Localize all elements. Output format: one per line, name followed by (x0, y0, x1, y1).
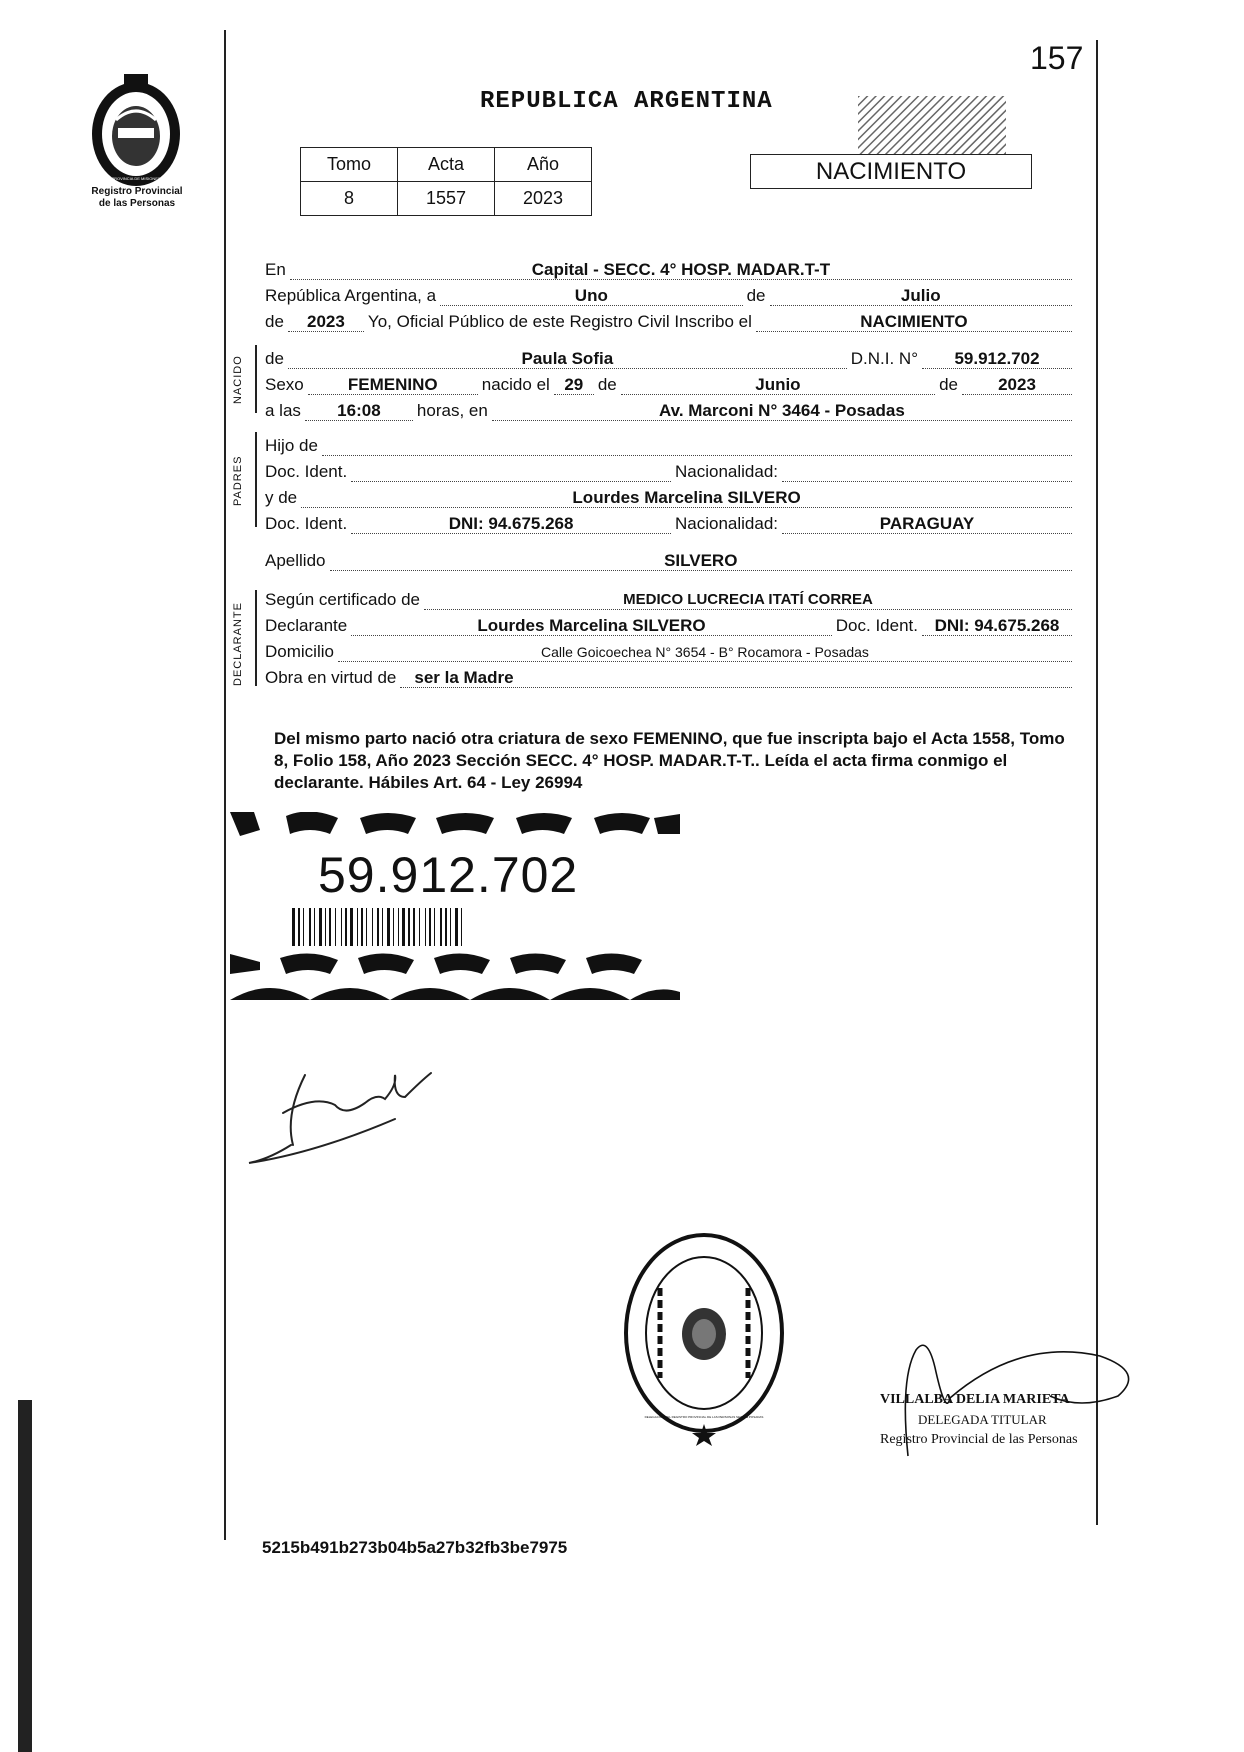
barcode-bar (393, 908, 394, 946)
official-office: Registro Provincial de las Personas (880, 1432, 1078, 1447)
barcode-bar (402, 908, 405, 946)
barcode-bar (425, 908, 426, 946)
barcode-bar (450, 908, 451, 946)
row-sexo (265, 371, 1072, 395)
name-label: de (265, 349, 284, 368)
right-margin-line (1096, 40, 1098, 1525)
row-apellido (265, 547, 1072, 571)
section-label-nacido: NACIDO (232, 355, 244, 404)
row-time-place (265, 397, 1072, 421)
doc1-value (351, 481, 671, 482)
registry-table (300, 147, 592, 216)
barcode-bar (408, 908, 410, 946)
decl-doc-label: Doc. Ident. (835, 616, 918, 635)
page-number: 157 (1030, 40, 1084, 76)
value-acta: 1557 (398, 182, 495, 216)
header-acta: Acta (398, 148, 495, 182)
padres-bracket (255, 432, 257, 527)
time-value: 16:08 (305, 402, 413, 421)
yde-label: y de (265, 488, 298, 507)
horas-label: horas, en (416, 401, 488, 420)
left-margin-line (224, 30, 226, 1540)
section-label-padres: PADRES (232, 455, 244, 506)
logo-caption-line1: Registro Provincial (91, 186, 183, 197)
barcode-bar (298, 908, 300, 946)
declarante-label: Declarante (265, 616, 348, 635)
signature-text: Lourdes (245, 1055, 249, 1056)
barcode-bar (309, 908, 311, 946)
apellido-label: Apellido (265, 551, 326, 570)
doc2-value: DNI: 94.675.268 (351, 515, 671, 534)
declarante-value: Lourdes Marcelina SILVERO (351, 617, 832, 636)
logo-text: PROVINCIA DE MISIONES (111, 176, 161, 181)
hijo-label: Hijo de (265, 436, 318, 455)
row-doc2 (265, 510, 1072, 534)
row-declarante (265, 612, 1072, 636)
hijo-value (322, 455, 1072, 456)
barcode-bar (429, 908, 431, 946)
domicilio-label: Domicilio (265, 642, 334, 661)
document-title: REPUBLICA ARGENTINA (480, 88, 773, 115)
nac2-label: Nacionalidad: (674, 514, 778, 533)
barcode-bar (325, 908, 326, 946)
obra-value: ser la Madre (400, 669, 1072, 688)
barcode-bar (341, 908, 342, 946)
seal-text: DELEGACION DEL REGISTRO PROVINCIAL DE LAS PERSONAS SEC. 4ta POSADAS (644, 1415, 764, 1419)
row-republica (265, 282, 1072, 306)
official-role: DELEGADA TITULAR (918, 1412, 1047, 1427)
registry-table-value-row (301, 182, 592, 216)
row-mother (265, 484, 1072, 508)
doc1-label: Doc. Ident. (265, 462, 348, 481)
registro-provincial-logo (88, 72, 184, 190)
barcode-bar (303, 908, 304, 946)
doc2-label: Doc. Ident. (265, 514, 348, 533)
barcode-bar (455, 908, 458, 946)
registry-table-header-row (301, 148, 592, 182)
barcode-bar (372, 908, 373, 946)
inscribo-value: NACIMIENTO (756, 313, 1072, 332)
official-seal (620, 1228, 788, 1446)
de2-label: de (265, 312, 284, 331)
birth-year: 2023 (962, 376, 1072, 395)
row-inscribo (265, 308, 1072, 332)
header-tomo: Tomo (301, 148, 398, 182)
barcode-bar (434, 908, 435, 946)
act-type-box: NACIMIENTO (750, 154, 1032, 189)
nac1-label: Nacionalidad: (674, 462, 778, 481)
barcode-bar (440, 908, 442, 946)
dni-value: 59.912.702 (922, 350, 1072, 369)
barcode-bar (366, 908, 367, 946)
top-wave-pattern (230, 812, 680, 836)
nac1-value (782, 481, 1072, 482)
place-value: Av. Marconi N° 3464 - Posadas (492, 402, 1072, 421)
row-segun (265, 586, 1072, 610)
de-label: de (746, 286, 766, 305)
barcode-bar (350, 908, 353, 946)
mother-value: Lourdes Marcelina SILVERO (301, 489, 1072, 508)
barcode-bar (382, 908, 383, 946)
row-name (265, 345, 1072, 369)
barcode-bar (445, 908, 447, 946)
nac2-value: PARAGUAY (782, 515, 1072, 534)
barcode-bar (319, 908, 322, 946)
nacido-bracket (255, 345, 257, 413)
barcode-bar (419, 908, 420, 946)
row-domicilio (265, 638, 1072, 662)
official-name: VILLALBA DELIA MARIETA (880, 1392, 1070, 1407)
barcode-bar (361, 908, 363, 946)
declarante-bracket (255, 590, 257, 686)
de4-label: de (939, 375, 958, 394)
bottom-wave-pattern (230, 953, 680, 1000)
logo-caption (70, 186, 204, 210)
barcode-bar (329, 908, 331, 946)
decl-doc-value: DNI: 94.675.268 (922, 617, 1072, 636)
barcode-bar (398, 908, 399, 946)
row-doc1 (265, 458, 1072, 482)
barcode-bar (292, 908, 295, 946)
barcode-bar (377, 908, 379, 946)
en-value: Capital - SECC. 4° HOSP. MADAR.T-T (290, 261, 1072, 280)
sexo-label: Sexo (265, 375, 304, 394)
logo-caption-line2: de las Personas (98, 198, 176, 209)
header-anio: Año (495, 148, 592, 182)
barcode-dni-number: 59.912.702 (318, 847, 579, 903)
birth-month: Junio (621, 376, 935, 395)
barcode-bars (292, 908, 462, 946)
day-value: Uno (440, 287, 743, 306)
apellido-value: SILVERO (330, 552, 1073, 571)
nacido-label: nacido el (481, 375, 550, 394)
additional-note: Del mismo parto nació otra criatura de sexo FEMENINO, que fue inscripta bajo el Acta 1558, Tomo 8, Folio 158, Año 2023 Sección SECC. 4° HOSP. MADAR.T-T.. Leída el acta firma conmigo el declarante. Hábiles Art. 64 - Ley 26994 (274, 729, 1065, 792)
domicilio-value: Calle Goicoechea N° 3654 - B° Rocamora - Posadas (338, 643, 1072, 662)
barcode-bar (461, 908, 462, 946)
security-stamp-mark (858, 96, 1006, 154)
year-value: 2023 (288, 313, 364, 332)
sexo-value: FEMENINO (308, 376, 478, 395)
segun-label: Según certificado de (265, 590, 420, 609)
row-obra (265, 664, 1072, 688)
birth-day: 29 (554, 376, 594, 395)
value-anio: 2023 (495, 182, 592, 216)
section-label-declarante: DECLARANTE (232, 602, 244, 686)
scan-edge-bar (18, 1400, 32, 1752)
inscribo-label: Yo, Oficial Público de este Registro Civil Inscribo el (367, 312, 752, 331)
alas-label: a las (265, 401, 301, 420)
republica-label: República Argentina, a (265, 286, 437, 305)
row-hijo (265, 432, 1072, 456)
segun-value: MEDICO LUCRECIA ITATÍ CORREA (424, 591, 1072, 610)
barcode-bar (335, 908, 336, 946)
barcode-bar (413, 908, 415, 946)
de3-label: de (597, 375, 617, 394)
barcode-bar (357, 908, 358, 946)
name-value: Paula Sofia (288, 350, 847, 369)
en-label: En (265, 260, 286, 279)
barcode-bar (345, 908, 347, 946)
month-value: Julio (770, 287, 1073, 306)
document-hash: 5215b491b273b04b5a27b32fb3be7975 (262, 1538, 568, 1557)
dni-label: D.N.I. N° (850, 349, 918, 368)
barcode-block (230, 812, 680, 1000)
row-en (265, 256, 1072, 280)
barcode-bar (314, 908, 315, 946)
declarant-signature (245, 1055, 435, 1165)
barcode-bar (387, 908, 390, 946)
obra-label: Obra en virtud de (265, 668, 397, 687)
value-tomo: 8 (301, 182, 398, 216)
